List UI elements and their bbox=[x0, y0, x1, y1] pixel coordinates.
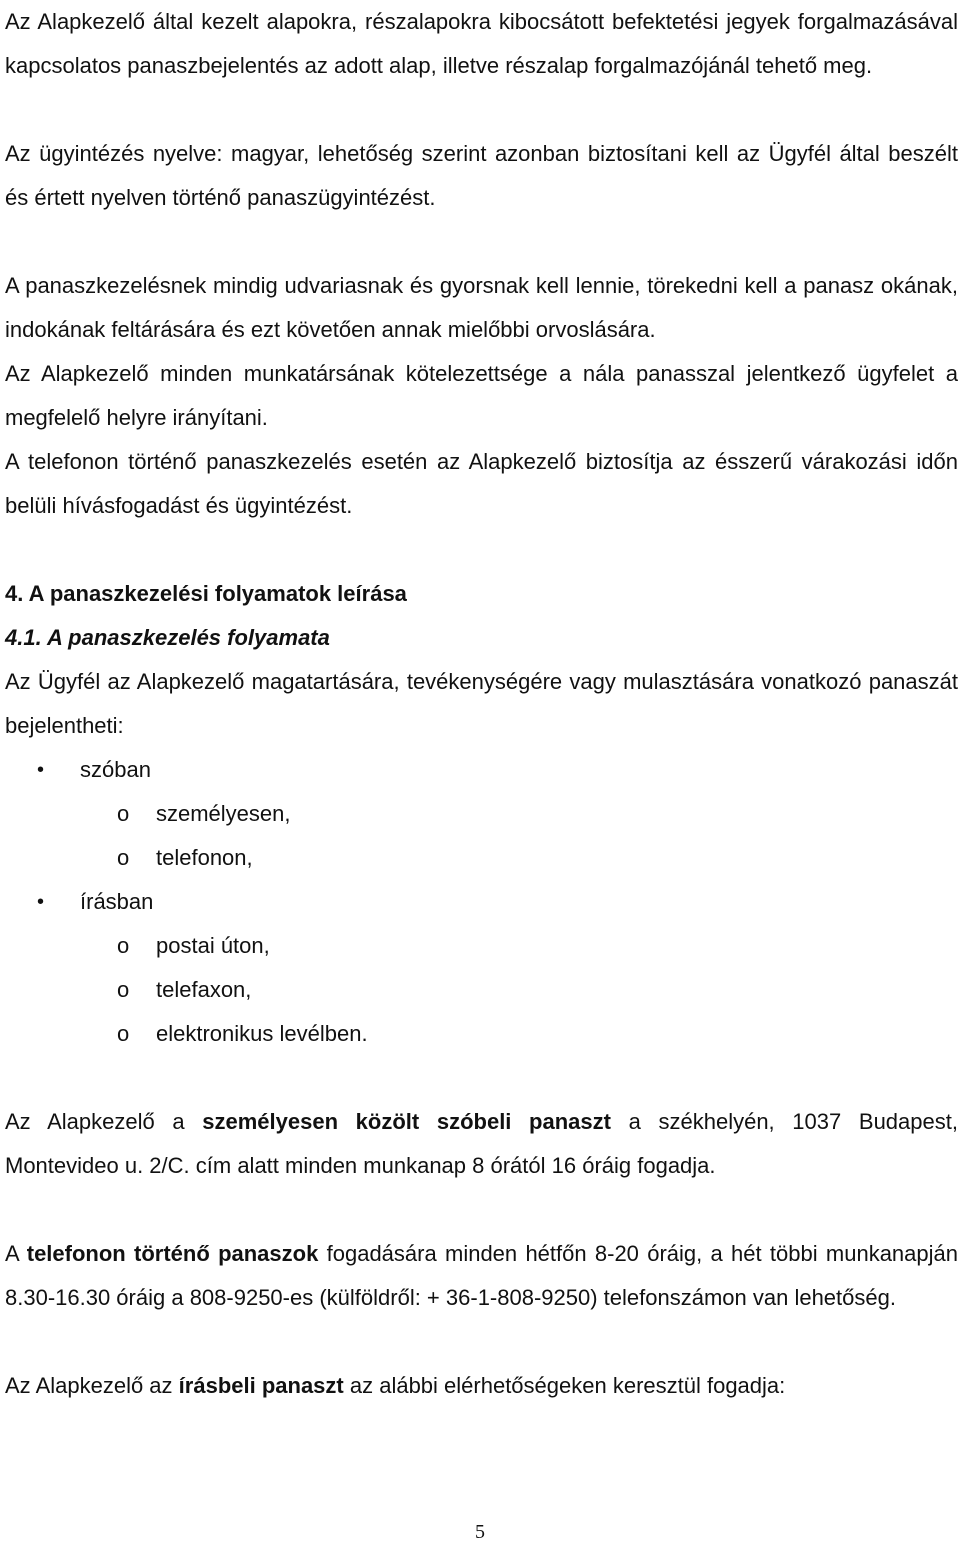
list-item-label: írásban bbox=[80, 889, 154, 914]
circle-bullet-icon: o bbox=[117, 845, 130, 870]
list-subitem bbox=[5, 792, 958, 836]
paragraph-language: Az ügyintézés nyelve: magyar, lehetőség szerint azonban biztosítani kell az Ügyfél által beszélt és értett nyelven történő panaszügyintézést. bbox=[5, 141, 958, 210]
circle-bullet-icon: o bbox=[117, 1021, 130, 1046]
list-item bbox=[5, 748, 958, 792]
paragraph-phone-complaint: A telefonon történő panaszok fogadására minden hétfőn 8-20 óráig, a hét többi munkanapján 8.30-16.30 óráig a 808-9250-es (külföldről: + 36-1-808-9250) telefonszámon van lehetőség. bbox=[5, 1241, 958, 1310]
emphasis-phone: telefonon történő panaszok bbox=[26, 1241, 319, 1266]
paragraph-personal-complaint: Az Alapkezelő a személyesen közölt szóbeli panaszt a székhelyén, 1037 Budapest, Montevideo u. 2/C. cím alatt minden munkanap 8 órától 16 óráig fogadja. bbox=[5, 1109, 958, 1178]
paragraph-phone-handling: A telefonon történő panaszkezelés esetén az Alapkezelő biztosítja az ésszerű várakozási időn belüli hívásfogadást és ügyintézést. bbox=[5, 449, 958, 518]
paragraph-written-complaint: Az Alapkezelő az írásbeli panaszt az alábbi elérhetőségeken keresztül fogadja: bbox=[5, 1373, 786, 1398]
section-heading: 4. A panaszkezelési folyamatok leírása bbox=[5, 581, 407, 606]
emphasis-written: írásbeli panaszt bbox=[178, 1373, 344, 1398]
list-subitem-label: telefaxon, bbox=[156, 977, 252, 1002]
paragraph-distribution: Az Alapkezelő által kezelt alapokra, részalapokra kibocsátott befektetési jegyek forgalmazásával kapcsolatos panaszbejelentés az adott alap, illetve részalap forgalmazójánál tehető meg. bbox=[5, 9, 958, 78]
circle-bullet-icon: o bbox=[117, 801, 130, 826]
bullet-icon: • bbox=[37, 891, 45, 913]
circle-bullet-icon: o bbox=[117, 933, 130, 958]
list-subitem bbox=[5, 924, 958, 968]
list-subitem-label: telefonon, bbox=[156, 845, 253, 870]
list-subitem bbox=[5, 836, 958, 880]
list-subitem bbox=[5, 1012, 958, 1056]
paragraph-complaint-channels: Az Ügyfél az Alapkezelő magatartására, tevékenységére vagy mulasztására vonatkozó panaszát bejelentheti: bbox=[5, 669, 958, 738]
document-page bbox=[5, 0, 958, 1408]
circle-bullet-icon: o bbox=[117, 977, 130, 1002]
paragraph-staff-duty: Az Alapkezelő minden munkatársának kötelezettsége a nála panasszal jelentkező ügyfelet a megfelelő helyre irányítani. bbox=[5, 361, 958, 430]
list-item-label: szóban bbox=[80, 757, 151, 782]
channel-list bbox=[5, 748, 958, 1056]
list-subitem bbox=[5, 968, 958, 1012]
list-item bbox=[5, 880, 958, 924]
paragraph-courtesy: A panaszkezelésnek mindig udvariasnak és gyorsnak kell lennie, törekedni kell a panasz okának, indokának feltárására és ezt követően annak mielőbbi orvoslására. bbox=[5, 273, 958, 342]
subsection-heading: 4.1. A panaszkezelés folyamata bbox=[5, 625, 330, 650]
list-subitem-label: postai úton, bbox=[156, 933, 270, 958]
list-subitem-label: személyesen, bbox=[156, 801, 291, 826]
bullet-icon: • bbox=[37, 759, 45, 781]
emphasis-personal: személyesen közölt szóbeli panaszt bbox=[202, 1109, 611, 1134]
list-subitem-label: elektronikus levélben. bbox=[156, 1021, 368, 1046]
page-number: 5 bbox=[475, 1521, 485, 1543]
